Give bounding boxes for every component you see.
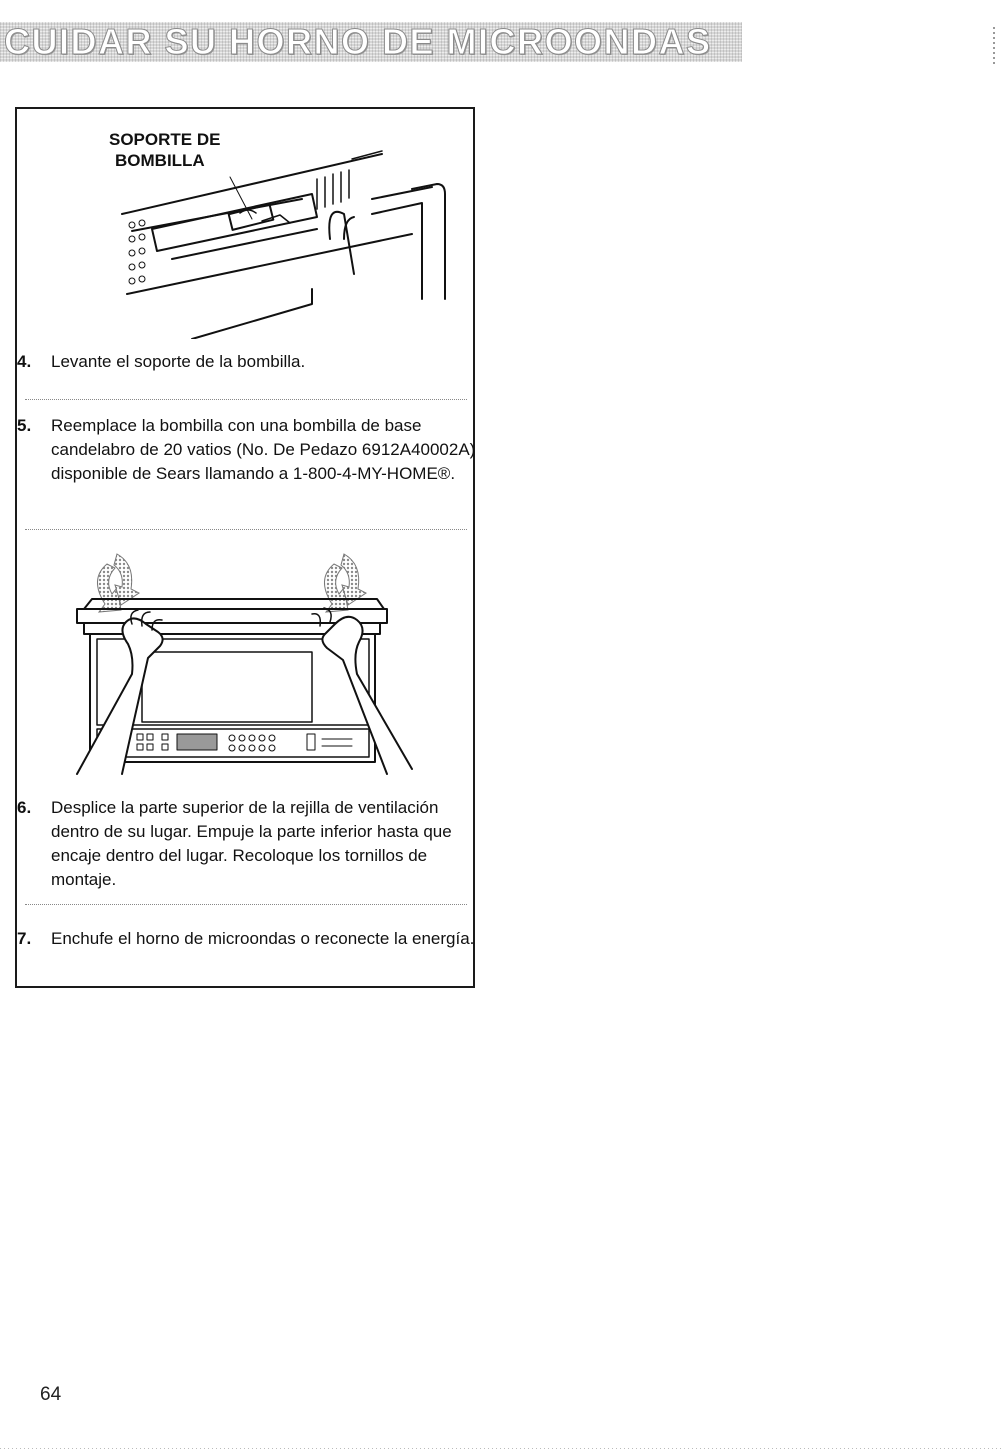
- instruction-panel: [15, 107, 475, 988]
- step-number: 4.: [17, 352, 32, 371]
- divider: [25, 529, 467, 530]
- section-title: CUIDAR SU HORNO DE MICROONDAS: [4, 21, 712, 62]
- divider: [25, 399, 467, 400]
- bottom-edge-marker: [0, 1448, 1001, 1449]
- figure-label-line1: SOPORTE DE: [109, 130, 221, 149]
- step-4: [17, 350, 481, 374]
- vent-grille-install-illustration: [62, 534, 442, 784]
- step-number: 7.: [17, 929, 32, 948]
- step-number: 6.: [17, 798, 32, 817]
- bulb-socket-illustration: [112, 139, 452, 339]
- rotate-arrow-left-icon: [97, 554, 139, 612]
- step-text: Enchufe el horno de microondas o reconecte la energía.: [51, 929, 475, 948]
- step-number: 5.: [17, 416, 32, 435]
- step-text: Desplice la parte superior de la rejilla de ventilación dentro de su lugar. Empuje la parte inferior hasta que encaje dentro del lugar. Recoloque los tornillos de montaje.: [51, 798, 452, 889]
- step-text: Levante el soporte de la bombilla.: [51, 352, 306, 371]
- step-6: [17, 796, 481, 892]
- step-7: [17, 927, 481, 951]
- step-5: [17, 414, 481, 486]
- edge-marker: [993, 26, 995, 64]
- rotate-arrow-right-icon: [324, 554, 366, 612]
- section-header-band: [0, 22, 742, 62]
- divider: [25, 904, 467, 905]
- page-number: 64: [40, 1384, 62, 1405]
- step-text: Reemplace la bombilla con una bombilla de base candelabro de 20 vatios (No. De Pedazo 6912A40002A) disponible de Sears llamando a 1-800-4-MY-HOME®.: [51, 416, 476, 483]
- figure-label-line2: BOMBILLA: [115, 151, 205, 170]
